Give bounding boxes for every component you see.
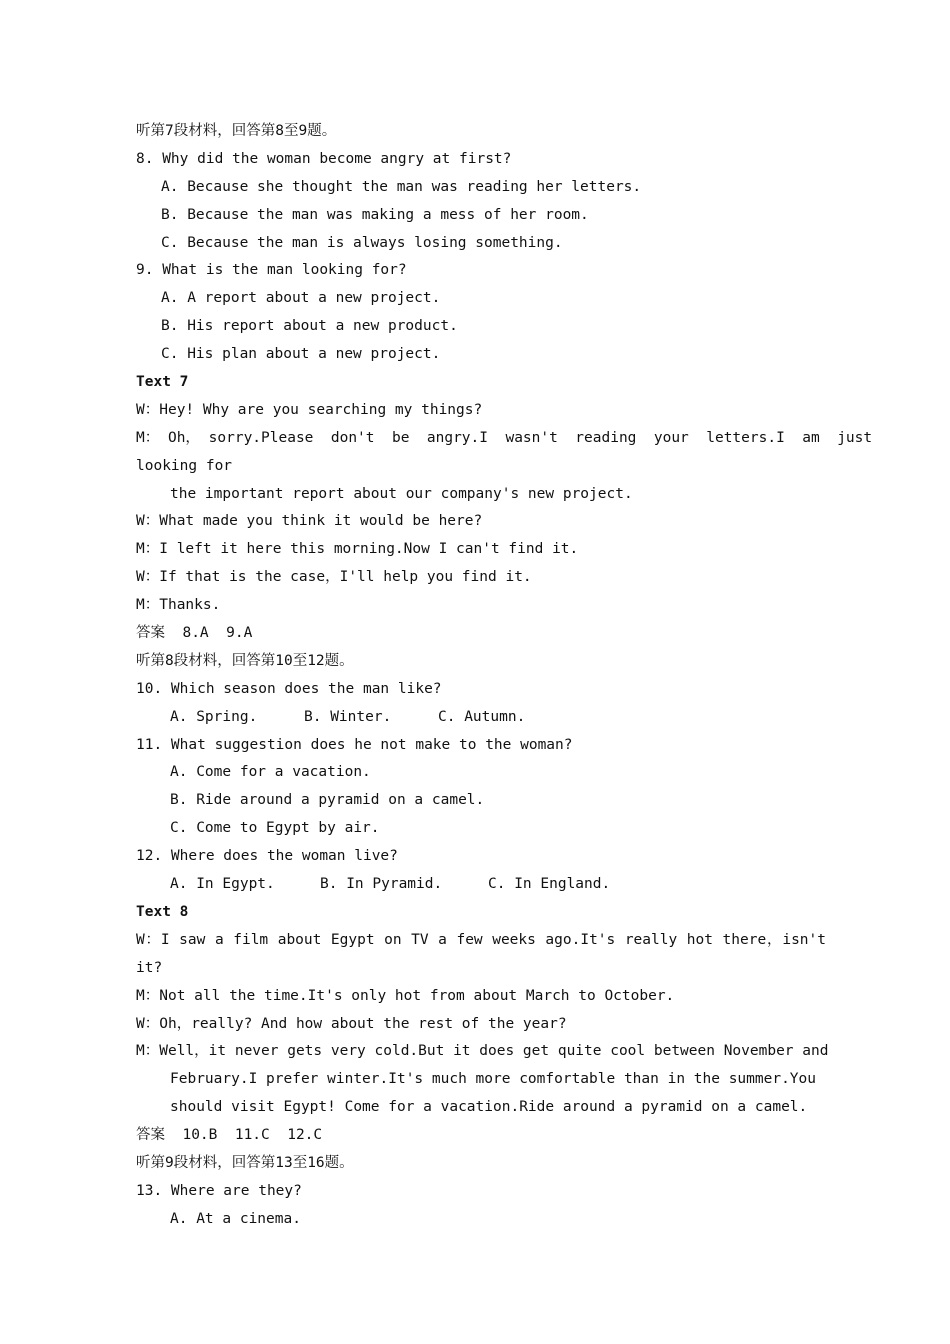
transcript-line: M： Oh， sorry.Please don't be angry.I wasn't reading your letters.I am just [136,429,873,446]
transcript-line: February.I prefer winter.It's much more comfortable than in the summer.You [170,1071,817,1088]
transcript-line: W：Hey! Why are you searching my things? [136,401,483,418]
option: A. Spring. [170,708,258,725]
option-row [136,871,826,899]
transcript-line: M：Thanks. [136,597,221,614]
document-page [136,118,873,1234]
option-row [136,704,826,732]
section-header: 听第7段材料，回答第8至9题。 [136,123,337,139]
transcript-line: W：Oh，really? And how about the rest of the year? [136,1015,567,1032]
option: B. Winter. [304,708,392,725]
option: A. In Egypt. [170,876,275,893]
option: B. Because the man was making a mess of her room. [161,206,589,223]
transcript-line: looking for [136,457,233,474]
section-header: 听第8段材料，回答第10至12题。 [136,652,354,669]
option: C. Come to Egypt by air. [170,820,380,837]
option: C. His plan about a new project. [161,346,441,363]
option: C. In England. [488,876,611,893]
question-stem: 10. Which season does the man like? [136,680,442,697]
transcript-title: Text 8 [136,903,189,920]
transcript-line: should visit Egypt! Come for a vacation.Ride around a pyramid on a camel. [170,1099,808,1116]
transcript-title: Text 7 [136,374,189,391]
option: B. His report about a new product. [161,318,458,335]
question-stem: 11. What suggestion does he not make to the woman? [136,736,573,753]
question-stem: 8. Why did the woman become angry at first? [136,150,512,167]
transcript-line: W：If that is the case，I'll help you find it. [136,569,532,586]
question-stem: 12. Where does the woman live? [136,848,398,865]
option: A. At a cinema. [170,1210,301,1227]
transcript-line: M：I left it here this morning.Now I can't find it. [136,541,579,558]
transcript-line: the important report about our company's new project. [170,485,633,502]
option: A. Come for a vacation. [170,764,371,781]
option: A. A report about a new project. [161,290,441,307]
option: C. Because the man is always losing something. [161,234,563,251]
option: B. Ride around a pyramid on a camel. [170,792,485,809]
answer-key: 答案 10.B 11.C 12.C [136,1127,323,1144]
transcript-line: M：Not all the time.It's only hot from about March to October. [136,987,675,1004]
option: C. Autumn. [438,708,526,725]
option: A. Because she thought the man was reading her letters. [161,178,642,195]
question-stem: 9. What is the man looking for? [136,262,407,279]
transcript-line: W：What made you think it would be here? [136,513,483,530]
transcript-line: M：Well，it never gets very cold.But it does get quite cool between November and [136,1043,829,1060]
transcript-line: it? [136,959,163,976]
transcript-line: W：I saw a film about Egypt on TV a few weeks ago.It's really hot there，isn't [136,931,826,948]
question-stem: 13. Where are they? [136,1182,302,1199]
section-header: 听第9段材料，回答第13至16题。 [136,1154,354,1171]
answer-key: 答案 8.A 9.A [136,625,253,642]
option: B. In Pyramid. [320,876,443,893]
